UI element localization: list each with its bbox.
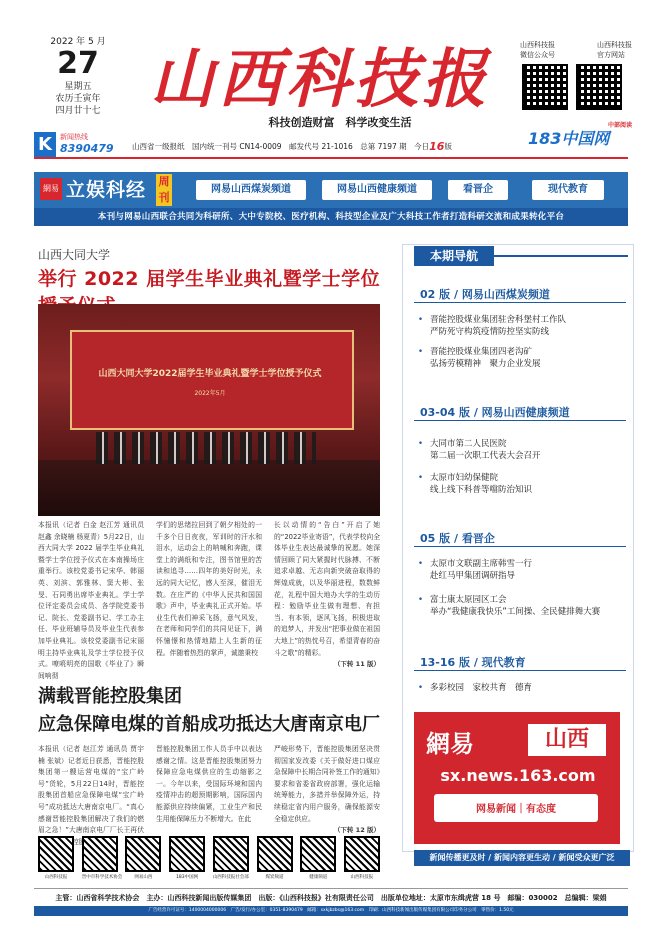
qr-item-label: 健康频道 <box>309 875 328 880</box>
photo-banner-sub: 2022年5月 <box>194 390 226 397</box>
photo-banner <box>70 330 354 430</box>
sidebar-title-rule <box>494 255 628 257</box>
article2-headline-2[interactable]: 应急保障电煤的首船成功抵达大唐南京电厂 <box>38 714 380 735</box>
nav-education[interactable]: 现代教育 <box>532 180 604 200</box>
article2-col3-text: 严峻形势下，晋能控股集团坚决贯彻国家发改委《关于做好进口煤应急保障中长期合同补签工作的通知》要求和省委省政府部署，强化运输统筹能力，多措并举保障外运，持续稳定省内用户服务，确保能源安全稳定供应。 <box>274 745 380 823</box>
photo-banner-text: 山西大同大学2022届学生毕业典礼暨学士学位授予仪式 <box>98 369 322 379</box>
qr-item-label: 晋中市科学技术协会 <box>81 875 123 880</box>
publication-info-text: 山西省一级报纸 国内统一刊号 CN14-0009 邮发代号 21-1016 总第 7197 期 今日 <box>132 141 430 151</box>
band-title: 立娱科经 <box>66 179 147 201</box>
section-divider <box>414 302 626 303</box>
qr-label-site: 山西科技报 官方网站 <box>597 41 632 59</box>
band-tag: 周刊 <box>156 174 172 206</box>
ad-url[interactable]: sx.news.163.com <box>440 766 596 785</box>
sidebar-title: 本期导航 <box>414 246 494 266</box>
article1-col2: 学们的思绪拉回到了朝夕相处的一千多个日日夜夜，军训时的汗水和泪水，运动会上的呐喊和奔跑，课堂上的满纸和专注，图书馆里的苦读和追寻……四年的美好时光，永远的同大记忆，感人至深，催泪无数。在庄严的《中华人民共和国国歌》声中，毕业典礼正式开始。毕业生代表们神采飞扬，意气风发，在老师和同学们的共同见证下，满怀憧憬和热情地踏上人生新的征程。伴随着热烈的掌声，诚邀秉校 <box>156 521 262 657</box>
photo-stage <box>38 460 380 516</box>
article2-headline-1[interactable]: 满载晋能控股集团 <box>38 686 182 707</box>
lunar-year: 农历壬寅年 <box>55 94 101 104</box>
article2-col1: 本报讯（记者 赵江芳 通讯员 贾宇楠 张斌）记者近日获悉，晋能控股集团第一艘运营电煤的“宝广岭号”货轮，5月22日14时，晋能控股集团首船应急保障电煤“宝广岭号”成功抵达大唐南京电厂。“真心感谢晋能控股集团解决了我们的燃眉之急！”大唐南京电厂厂长王再伏 控股 <box>38 745 144 846</box>
masthead-footer: 主管：山西省科学技术协会 主办：山西科技新闻出版传媒集团 出版：《山西科技报》社有限责任公司 出版单位地址：太原市东缉虎营 18 号 邮编：030002 总编辑：梁娟 <box>34 888 628 907</box>
article1-headline[interactable]: 举行 2022 届学生毕业典礼暨学士学位 <box>38 268 381 290</box>
sidebar-section-03-04[interactable]: 03-04 版 / 网易山西健康频道 <box>420 406 570 419</box>
website-qr-icon[interactable] <box>576 64 622 110</box>
qr-code-icon <box>257 836 293 872</box>
qr-code-icon <box>38 836 74 872</box>
band-subtitle: 本刊与网易山西联合共同为科研所、大中专院校、医疗机构、科技型企业及广大科技工作者打造科研交流和成果转化平台 <box>34 208 628 226</box>
qr-code-icon <box>213 836 249 872</box>
publication-info <box>132 138 524 154</box>
qr-item-label: 山西科技报 <box>350 875 374 880</box>
qr-code-icon <box>344 836 380 872</box>
hotline-label: 新闻热线 <box>60 133 88 141</box>
qr-item-label: 网易山西 <box>134 875 153 880</box>
sidebar-section-02[interactable]: 02 版 / 网易山西煤炭频道 <box>420 288 550 301</box>
hotline <box>34 132 124 158</box>
brand-183-sub: 中部阅读 <box>607 122 632 129</box>
qr-item[interactable] <box>169 836 205 884</box>
qr-item-label: 183中国网 <box>176 875 199 880</box>
qr-labels <box>520 40 632 60</box>
page-count: 16 <box>429 139 445 153</box>
hotline-number: 8390479 <box>60 142 114 155</box>
ad-region: 山西 <box>528 724 606 756</box>
ad-slogan: 网易新闻｜有态度 <box>476 804 556 815</box>
sidebar-footer: 新闻传播更及时 / 新闻内容更生动 / 新闻受众更广泛 <box>414 850 630 866</box>
qr-item-label: 煤炭频道 <box>265 875 284 880</box>
brand-183-logo <box>528 122 640 148</box>
masthead-logo: 山西科技报 <box>150 42 490 117</box>
qr-code-icon <box>300 836 336 872</box>
qr-item[interactable] <box>300 836 336 884</box>
slogan: 科技创造财富 科学改变生活 <box>268 116 412 129</box>
article1-col3-text: 长以动情的“告白”开启了她的“2022毕业寄语”，代表学校向全体毕业生表达最诚挚的祝愿。她深情回顾了同大紧握时代脉搏、不断追求卓越、无志向新突破奋取得的辉煌成就，以及华丽进程，数数鲜花，礼程中国大地办大学的生动历程：勉励毕业生做有理想、有担当、有本领，逐风飞扬，积极进取的追梦人，并发出“把事业做在祖国大地上”的热忱号召，希望青春的奋斗之歌”的精彩。 <box>274 521 380 657</box>
qr-item-label: 山西科技报社会部 <box>212 875 249 880</box>
year-month: 2022 年 5 月 <box>50 37 106 47</box>
qr-code-row <box>38 836 380 884</box>
sidebar-item[interactable]: • 大同市第二人民医院 第二届一次职工代表大会召开 <box>430 438 620 462</box>
section-divider <box>414 420 626 421</box>
sidebar-section-13-16[interactable]: 13-16 版 / 现代教育 <box>420 656 526 669</box>
qr-item[interactable] <box>81 836 123 884</box>
qr-code-icon <box>82 836 118 872</box>
qr-item[interactable] <box>38 836 74 884</box>
ad-netease-logo: 網易 <box>426 729 474 758</box>
date-box <box>38 32 118 142</box>
brand-183-text: 183中国网 <box>528 129 610 148</box>
netease-logo-icon: 網易 <box>40 178 62 200</box>
article2-continue[interactable]: （下转 12 版） <box>333 826 380 835</box>
nav-health-channel[interactable]: 网易山西健康频道 <box>322 180 432 200</box>
sidebar-section-05[interactable]: 05 版 / 看晋企 <box>420 532 495 545</box>
nav-jinqi[interactable]: 看晋企 <box>448 180 508 200</box>
section-divider <box>414 546 626 547</box>
section-divider <box>414 670 626 671</box>
qr-item[interactable] <box>257 836 293 884</box>
sidebar-item[interactable]: • 太原市妇幼保健院 线上线下科普等噹防治知识 <box>430 472 620 496</box>
article2-col2: 晋能控股集团工作人员手中以表达感谢之情。这是晋能控股集团努力保障应急电煤供应的生动缩影之一。今年以来，受国际环境和国内疫情冲击的超预期影响，国际国内能源供应持续偏紧，工业生产和民生用能保障压力不断增大。在此 <box>156 745 262 823</box>
license-footer: 广告经营许可证号：1400004000006 广告/发行/办公室：0351-8390479 邮箱：sxkjbzbs@163.com 印刷：山西科技新闻出版传媒集团有限公司印务分公司 零售价：1.50元 <box>34 906 628 916</box>
article1-col3 <box>274 520 380 669</box>
article1-continue[interactable]: （下转 11 版） <box>333 660 380 669</box>
header-divider <box>34 157 628 159</box>
article1-col1: 本报讯（记者 白金 赵江芳 通讯员 赵鑫 余晓楠 杨夏青）5月22日，山西大同大学 2022 届学生毕业典礼暨学士学位授予仪式在本南操场庄重举行。该校党委书记宋华、韩丽英、刘滨、郭雅林、窦大彬、张旻、石同勇出席毕业典礼。学士学位评定委员会成员、各学院党委书记、院长、党委副书记、学工办主任、毕业班辅导员及毕业生代表参加毕业典礼。该校党委副书记宋丽明主持毕业典礼及学士学位授予仪式。嘹喨明亮的国歌《毕业了》瞬间响彻 <box>38 521 144 680</box>
nav-coal-channel[interactable]: 网易山西煤炭频道 <box>196 180 306 200</box>
page-unit: 版 <box>444 141 452 151</box>
sidebar-item[interactable]: • 多彩校园 家校共育 德育 <box>430 682 620 694</box>
qr-item[interactable] <box>344 836 380 884</box>
sidebar-item[interactable]: • 太原市文联副主席韩雪一行 赴红马甲集团调研指导 <box>430 558 620 582</box>
k-logo-icon: K <box>34 132 56 158</box>
lunar-day: 四月廿十七 <box>55 106 101 116</box>
photo-people <box>96 432 316 464</box>
wechat-qr-icon[interactable] <box>522 64 568 110</box>
qr-item[interactable] <box>125 836 161 884</box>
sidebar-item[interactable]: • 富士康太原园区工会 举办“我健康我快乐”工间操、全民健排舞大赛 <box>430 594 620 618</box>
qr-code-icon <box>169 836 205 872</box>
article2-col3 <box>274 744 380 835</box>
article1-kicker: 山西大同大学 <box>38 248 111 262</box>
qr-item[interactable] <box>213 836 249 884</box>
day: 27 <box>57 46 99 81</box>
weekday: 星期五 <box>64 82 92 92</box>
qr-label-wechat: 山西科技报 微信公众号 <box>520 41 555 59</box>
sidebar-item[interactable]: • 晋能控股煤业集团四老沟矿 弘扬劳模精神 聚力企业发展 <box>430 346 620 370</box>
sidebar-item[interactable]: • 晋能控股煤业集团驻舍科堡村工作队 严防死守构筑疫情防控坚实防线 <box>430 314 620 338</box>
qr-item-label: 山西科技报 <box>44 875 68 880</box>
qr-code-icon <box>125 836 161 872</box>
